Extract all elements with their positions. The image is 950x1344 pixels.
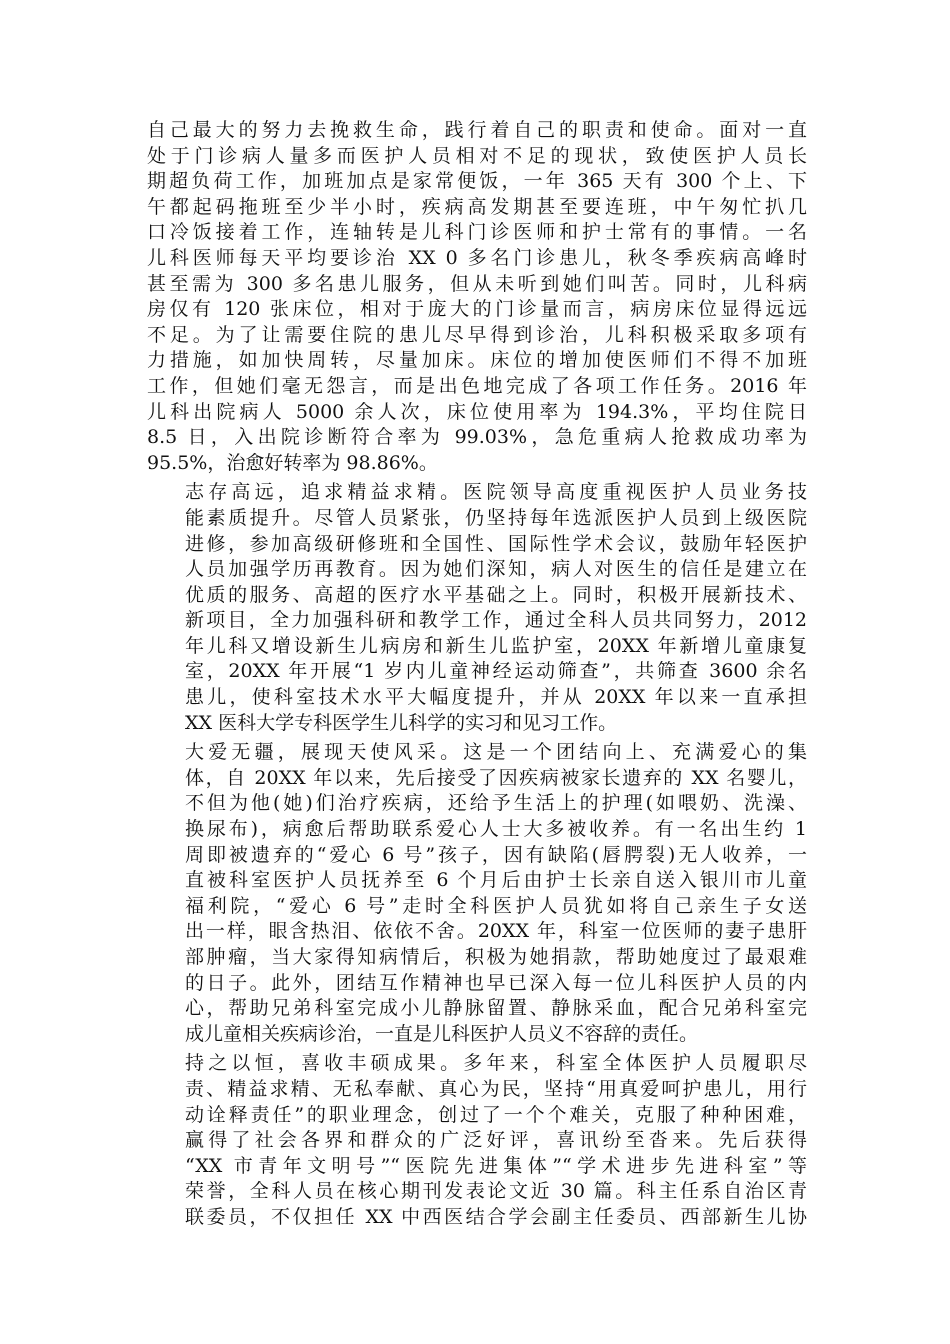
paragraph-1 <box>147 118 807 476</box>
text-line: 不足。为了让需要住院的患儿尽早得到诊治，儿科积极采取多项有 <box>147 323 807 346</box>
text-line: 不但为他(她)们治疗疾病，还给予生活上的护理(如喂奶、洗澡、 <box>185 792 807 815</box>
text-line: 午都起码拖班至少半小时，疾病高发期甚至要连班，中午匆忙扒几 <box>147 195 807 218</box>
text-line: 部肿瘤，当大家得知病情后，积极为她捐款，帮助她度过了最艰难 <box>185 946 807 968</box>
document-page <box>147 118 807 1235</box>
text-line: “XX 市青年文明号”“医院先进集体”“学术进步先进科室”等 <box>185 1154 807 1177</box>
text-line: 动诠释责任”的职业理念，创过了一个个难关，克服了种种困难， <box>185 1103 807 1126</box>
text-line: 心，帮助兄弟科室完成小儿静脉留置、静脉采血，配合兄弟科室完 <box>185 997 807 1020</box>
text-line: 进修，参加高级研修班和全国性、国际性学术会议，鼓励年轻医护 <box>185 532 807 555</box>
text-line: 责、精益求精、无私奉献、真心为民，坚持“用真爱呵护患儿，用行 <box>185 1077 807 1100</box>
text-line: 联委员，不仅担任 XX 中西医结合学会副主任委员、西部新生儿协 <box>185 1205 807 1228</box>
text-line: 优质的服务、高超的医疗水平基础之上。同时，积极开展新技术、 <box>185 583 807 606</box>
text-line: 新项目，全力加强科研和教学工作，通过全科人员共同努力，2012 <box>185 609 807 632</box>
text-line: 处于门诊病人量多而医护人员相对不足的现状，致使医护人员长 <box>147 144 807 167</box>
text-line: 人员加强学历再教育。因为她们深知，病人对医生的信任是建立在 <box>185 558 807 581</box>
text-line: 力措施，如加快周转，尽量加床。床位的增加使医师们不得不加班 <box>147 349 807 372</box>
text-line: 赢得了社会各界和群众的广泛好评，喜讯纷至沓来。先后获得 <box>185 1129 807 1152</box>
text-line: 自己最大的努力去挽救生命，践行着自己的职责和使命。面对一直 <box>147 119 807 141</box>
text-line: 持之以恒，喜收丰硕成果。多年来，科室全体医护人员履职尽 <box>185 1052 807 1075</box>
text-line: 期超负荷工作，加班加点是家常便饭，一年 365 天有 300 个上、下 <box>147 170 807 193</box>
text-line: 8.5 日，入出院诊断符合率为 99.03%，急危重病人抢救成功率为 <box>147 426 807 449</box>
text-line: 成儿童相关疾病诊治，一直是儿科医护人员义不容辞的责任。 <box>185 1022 699 1045</box>
text-line: 工作，但她们毫无怨言，而是出色地完成了各项工作任务。2016 年 <box>147 374 807 397</box>
paragraph-2 <box>147 480 807 736</box>
paragraph-3 <box>147 740 807 1047</box>
text-line: 室，20XX 年开展“1 岁内儿童神经运动筛查”，共筛查 3600 余名 <box>185 660 807 683</box>
text-line: 甚至需为 300 多名患儿服务，但从未听到她们叫苦。同时，儿科病 <box>147 272 807 295</box>
text-line: 口冷饭接着工作，连轴转是儿科门诊医师和护士常有的事情。一名 <box>147 221 807 244</box>
text-line: 换尿布)，病愈后帮助联系爱心人士大多被收养。有一名出生约 1 <box>185 818 807 841</box>
text-line: 房仅有 120 张床位，相对于庞大的门诊量而言，病房床位显得远远 <box>147 298 807 321</box>
text-line: 儿科医师每天平均要诊治 XX 0 多名门诊患儿，秋冬季疾病高峰时 <box>147 246 807 269</box>
text-line: 体，自 20XX 年以来，先后接受了因疾病被家长遗弃的 XX 名婴儿， <box>185 766 807 789</box>
text-line: 患儿，使科室技术水平大幅度提升，并从 20XX 年以来一直承担 <box>185 686 807 709</box>
text-line: 福利院，“爱心 6 号”走时全科医护人员犹如将自己亲生子女送 <box>185 894 807 917</box>
text-line: 能素质提升。尽管人员紧张，仍坚持每年选派医护人员到上级医院 <box>185 506 807 529</box>
text-line: 的日子。此外，团结互作精神也早已深入每一位儿科医护人员的内 <box>185 971 807 994</box>
text-line: 志存高远，追求精益求精。医院领导高度重视医护人员业务技 <box>185 481 807 504</box>
text-line: XX 医科大学专科医学生儿科学的实习和见习工作。 <box>185 711 618 734</box>
text-line: 大爱无疆，展现天使风采。这是一个团结向上、充满爱心的集 <box>185 741 807 764</box>
text-line: 直被科室医护人员抚养至 6 个月后由护士长亲自送入银川市儿童 <box>185 869 807 892</box>
text-line: 儿科出院病人 5000 余人次，床位使用率为 194.3%，平均住院日 <box>147 400 807 423</box>
text-line: 年儿科又增设新生儿病房和新生儿监护室，20XX 年新增儿童康复 <box>185 634 807 657</box>
text-line: 95.5%，治愈好转率为 98.86%。 <box>147 451 438 474</box>
paragraph-4 <box>147 1051 807 1230</box>
text-line: 出一样，眼含热泪、依依不舍。20XX 年，科室一位医师的妻子患肝 <box>185 920 807 943</box>
text-line: 周即被遗弃的“爱心 6 号”孩子，因有缺陷(唇腭裂)无人收养，一 <box>185 843 807 866</box>
text-line: 荣誉，全科人员在核心期刊发表论文近 30 篇。科主任系自治区青 <box>185 1180 807 1203</box>
